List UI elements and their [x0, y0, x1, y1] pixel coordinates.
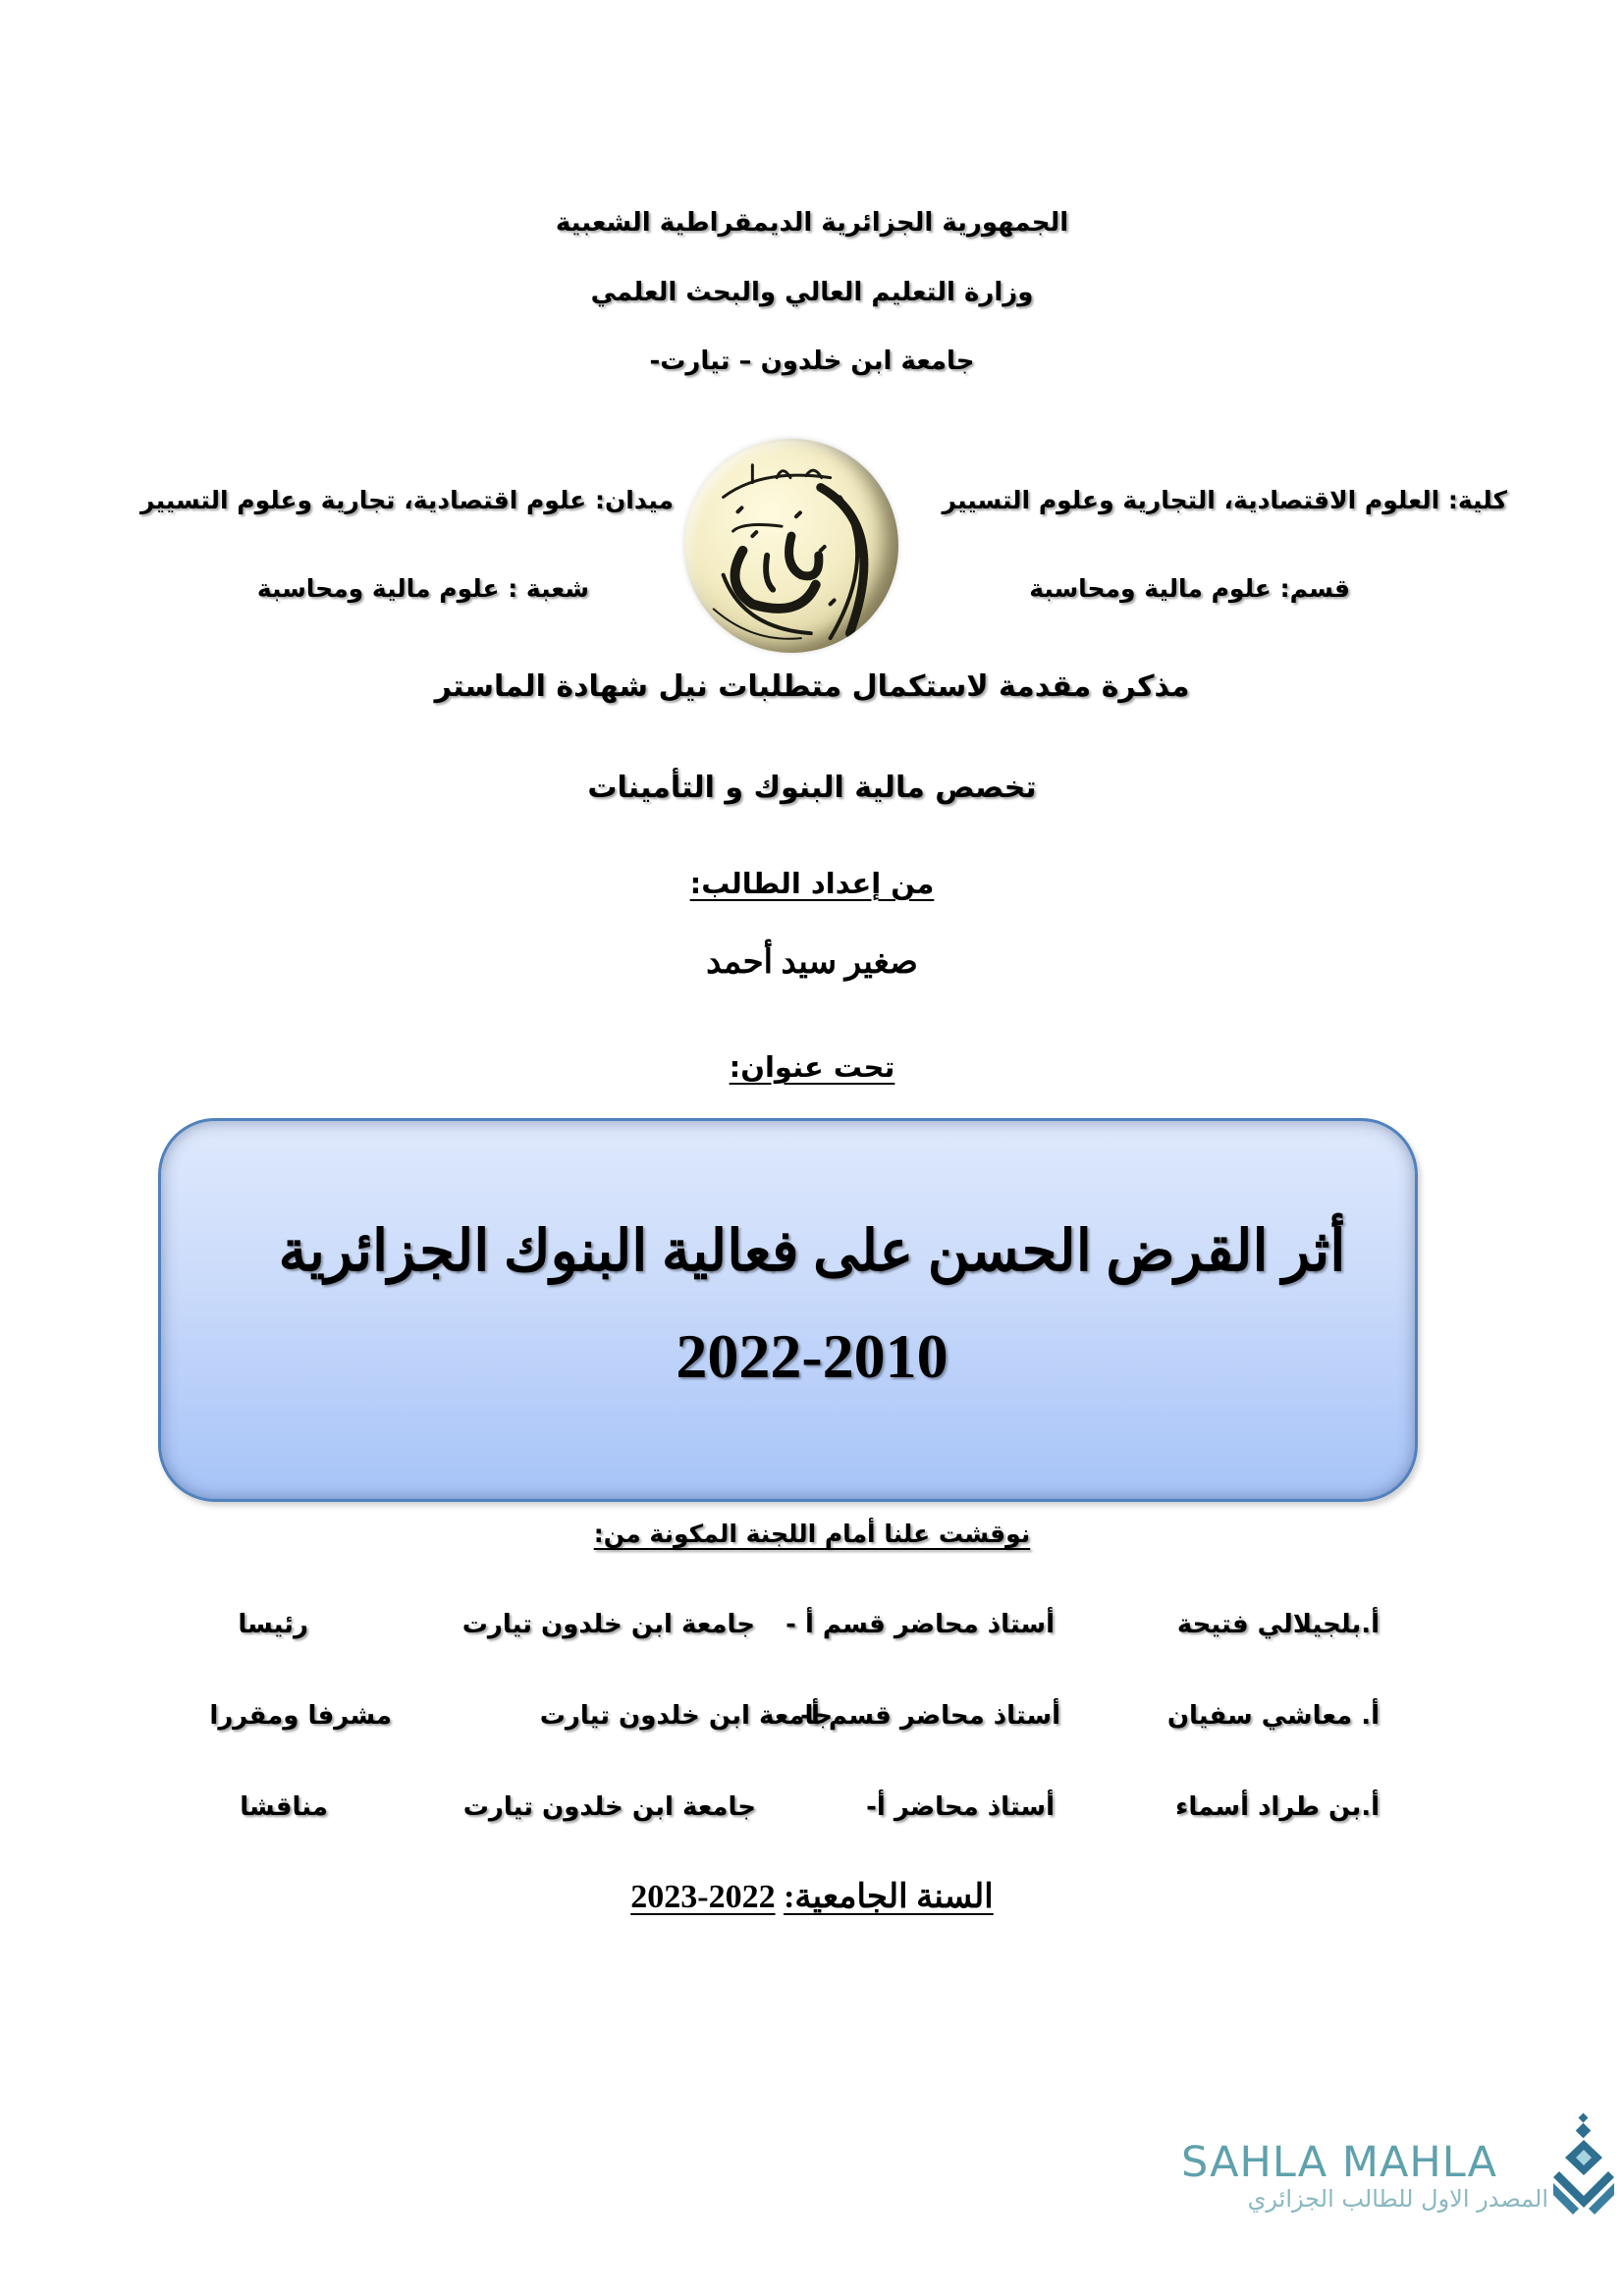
title-label: تحت عنوان:	[729, 1050, 895, 1084]
student-name: صغير سيد أحمد	[706, 944, 918, 981]
member-role: رئيسا	[238, 1610, 308, 1639]
faculty-label: كلية: العلوم الاقتصادية، التجارية وعلوم التسيير	[942, 486, 1507, 514]
member-institution: جامعة ابن خلدون تيارت	[461, 1610, 755, 1639]
committee-member-row	[0, 1610, 1624, 1659]
committee-member-row	[0, 1792, 1624, 1842]
thesis-years: 2022-2010	[676, 1321, 948, 1391]
member-institution: جامعة ابن خلدون تيارت	[539, 1701, 833, 1731]
member-name: أ. معاشي سفيان	[1166, 1701, 1380, 1731]
member-rank: أستاذ محاضر أ-	[866, 1792, 1055, 1822]
member-role: مناقشا	[240, 1792, 328, 1822]
thesis-title: أثر القرض الحسن على فعالية البنوك الجزائرية	[278, 1219, 1346, 1283]
committee-heading: نوقشت علنا أمام اللجنة المكونة من:	[593, 1520, 1031, 1548]
thesis-specialization: تخصص مالية البنوك و التأمينات	[587, 771, 1037, 805]
committee-member-row	[0, 1701, 1624, 1750]
department-label: قسم: علوم مالية ومحاسبة	[1029, 574, 1350, 603]
member-rank: أستاذ محاضر قسم أ-	[800, 1701, 1060, 1731]
ministry-heading: وزارة التعليم العالي والبحث العلمي	[590, 278, 1034, 307]
member-name: أ.بن طراد أسماء	[1175, 1792, 1380, 1822]
sahla-mahla-logo-icon	[1551, 2112, 1616, 2222]
member-role: مشرفا ومقررا	[209, 1701, 392, 1731]
calligraphy-seal-icon	[684, 439, 898, 653]
field-label: ميدان: علوم اقتصادية، تجارية وعلوم التسيير	[140, 486, 674, 514]
sahla-mahla-tagline: المصدر الاول للطالب الجزائري	[1247, 2185, 1548, 2213]
academic-year-value: 2023-2022	[630, 1879, 776, 1915]
republic-heading: الجمهورية الجزائرية الديمقراطية الشعبية	[555, 208, 1069, 238]
branch-label: شعبة : علوم مالية ومحاسبة	[256, 574, 589, 603]
prepared-by-label: من إعداد الطالب:	[689, 867, 935, 900]
thesis-purpose: مذكرة مقدمة لاستكمال متطلبات نيل شهادة الماستر	[434, 669, 1190, 704]
sahla-mahla-brand: SAHLA MAHLA	[1181, 2138, 1498, 2187]
university-heading: جامعة ابن خلدون – تيارت-	[649, 347, 975, 376]
member-institution: جامعة ابن خلدون تيارت	[462, 1792, 756, 1822]
thesis-title-box	[158, 1118, 1418, 1502]
member-name: أ.بلجيلالي فتيحة	[1176, 1610, 1380, 1639]
university-seal-logo	[684, 439, 898, 653]
member-rank: أستاذ محاضر قسم أ -	[785, 1610, 1055, 1639]
academic-year-label: السنة الجامعية:	[784, 1879, 994, 1915]
